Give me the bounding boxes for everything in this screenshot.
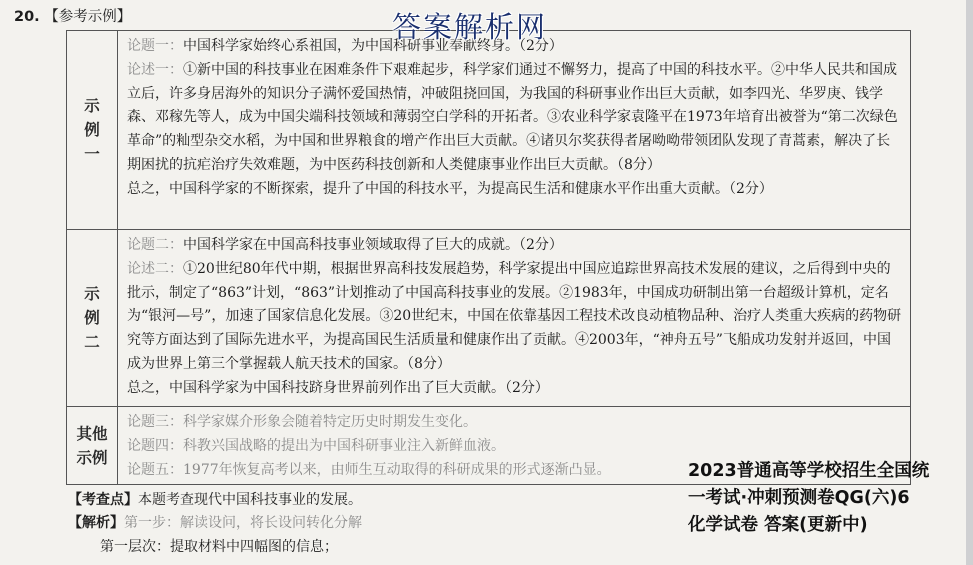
summary-text: 总之，中国科学家为中国科技跻身世界前列作出了巨大贡献。（2分） <box>127 379 549 396</box>
example-1-label: 示 例 一 <box>67 31 118 230</box>
topic-label: 论题一： <box>127 38 183 54</box>
topic-text: 科学家媒介形象会随着特定历史时期发生变化。 <box>183 414 477 430</box>
page-edge <box>966 0 973 565</box>
question-tag: 【参考示例】 <box>44 9 132 25</box>
step-line: 第一层次：提取材料中四幅图的信息； <box>100 539 338 555</box>
topic-label: 论题五： <box>127 461 183 478</box>
topic-text: 中国科学家在中国高科技事业领域取得了巨大的成就。（2分） <box>183 237 563 253</box>
topic-label: 论题四： <box>127 437 183 454</box>
example-2-label: 示 例 二 <box>67 230 118 407</box>
topic-label: 论题二： <box>127 237 183 253</box>
question-number: 20. <box>14 9 40 25</box>
example-table <box>66 30 911 485</box>
topic-text: 中国科学家始终心系祖国，为中国科研事业奉献终身。（2分） <box>183 38 563 54</box>
topic-text: 1977年恢复高考以来，由师生互动取得的科研成果的形式逐渐凸显。 <box>183 461 611 478</box>
argument-label: 论述一： <box>127 61 183 78</box>
example-2-body <box>118 230 911 407</box>
summary-text: 总之，中国科学家的不断探索，提升了中国的科技水平，为提高民生活和健康水平作出重大贡献。（2分） <box>127 180 773 197</box>
example-row-1 <box>67 31 911 230</box>
argument-text: ①新中国的科技事业在困难条件下艰难起步，科学家们通过不懈努力，提高了中国的科技水平。②中华人民共和国成立后，许多身居海外的知识分子满怀爱国热情，冲破阻挠回国，为我国的科研事业作出巨大贡献，如李四光、华罗庚、钱学森、邓稼先等人，成为中国尖端科技领域和薄弱空白学科的开拓者。③农业科学家袁隆平在1973年培育出被誉为“第二次绿色革命”的籼型杂交水稻，为中国和世界粮食的增产作出巨大贡献。④诸贝尔奖获得者屠呦呦带领团队发现了青蒿素，解决了长期困扰的抗疟治疗失效难题，为中医药科技创新和人类健康事业作出巨大贡献。（8分） <box>127 61 898 173</box>
watermark-logo: 答案解析网 <box>392 10 548 44</box>
exam-title-overlay: 2023普通高等学校招生全国统 一考试·冲刺预测卷QG(六)6 化学试卷 答案(更新中) <box>688 461 930 535</box>
argument-text: ①20世纪80年代中期，根据世界高科技发展趋势，科学家提出中国应追踪世界高技术发展的建议，之后得到中央的批示，制定了“863”计划，“863”计划推动了中国高科技事业的发展。②1983年，中国成功研制出第一台超级计算机，定名为“银河—号”，加速了国家信息化发展。③20世纪末，中国在依靠基因工程技术改良动植物品种、治疗人类重大疾病的药物研究等方面达到了国际先进水平，为提高国民生活质量和健康作出了贡献。④2003年，“神舟五号”飞船成功发射并返回，中国成为世界上第三个掌握载人航天技术的国家。（8分） <box>127 260 902 372</box>
jiexi-line: 【解析】第一步：解读设问，将长设问转化分解 <box>68 515 362 531</box>
example-row-2 <box>67 230 911 407</box>
other-examples-label: 其他 示例 <box>67 407 118 485</box>
example-1-body <box>118 31 911 230</box>
topic-text: 科教兴国战略的提出为中国科研事业注入新鲜血液。 <box>183 437 505 454</box>
topic-label: 论题三： <box>127 414 183 430</box>
argument-label: 论述二： <box>127 260 183 277</box>
kaochadian-line: 【考查点】本题考查现代中国科技事业的发展。 <box>68 492 362 508</box>
question-header <box>14 5 131 26</box>
